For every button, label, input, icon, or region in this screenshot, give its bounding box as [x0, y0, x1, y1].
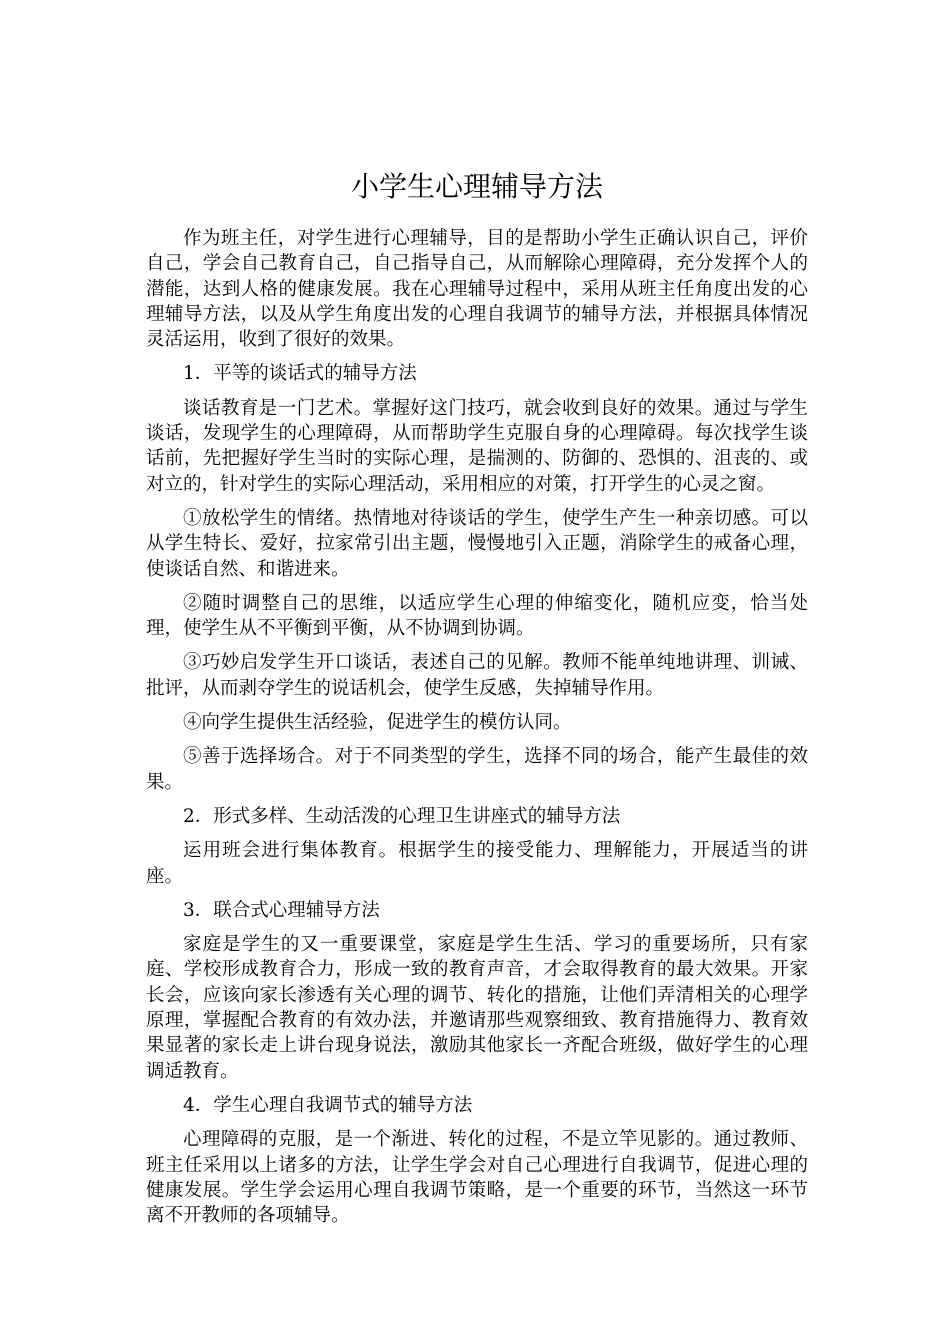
section-4-body: 心理障碍的克服，是一个渐进、转化的过程，不是立竿见影的。通过教师、班主任采用以上诸多的方法，让学生学会对自己心理进行自我调节，促进心理的健康发展。学生学会运用心理自我调节策略，是一个重要的环节，当然这一环节离不开教师的各项辅导。	[146, 1129, 808, 1227]
section-1-heading: 1．平等的谈话式的辅导方法	[183, 363, 417, 385]
section-1-point-5: ⑤善于选择场合。对于不同类型的学生，选择不同的场合，能产生最佳的效果。	[146, 746, 808, 793]
document-title: 小学生心理辅导方法	[350, 170, 603, 203]
document-page	[146, 170, 808, 1237]
section-1-point-4: ④向学生提供生活经验，促进学生的模仿认同。	[183, 712, 572, 734]
section-2-heading: 2．形式多样、生动活泼的心理卫生讲座式的辅导方法	[183, 805, 621, 827]
section-1-point-3: ③巧妙启发学生开口谈话，表述自己的见解。教师不能单纯地讲理、训诫、批评，从而剥夺学生的说话机会，使学生反感，失掉辅导作用。	[146, 652, 808, 699]
section-1-point-2: ②随时调整自己的思维，以适应学生心理的伸缩变化，随机应变，恰当处理，使学生从不平衡到平衡，从不协调到协调。	[146, 592, 808, 640]
section-3-body: 家庭是学生的又一重要课堂，家庭是学生生活、学习的重要场所，只有家庭、学校形成教育合力，形成一致的教育声音，才会取得教育的最大效果。开家长会，应该向家长渗透有关心理的调节、转化的措施，让他们弄清相关的心理学原理，掌握配合教育的有效办法，并邀请那些观察细致、教育措施得力、教育效果显著的家长走上讲台现身说法，激励其他家长一齐配合班级，做好学生的心理调适教育。	[146, 934, 808, 1082]
section-1-body: 谈话教育是一门艺术。掌握好这门技巧，就会收到良好的效果。通过与学生谈话，发现学生的心理障碍，从而帮助学生克服自身的心理障碍。每次找学生谈话前，先把握好学生当时的实际心理，是揣测的、防御的、恐惧的、沮丧的、或对立的，针对学生的实际心理活动，采用相应的对策，打开学生的心灵之窗。	[146, 397, 808, 495]
section-2-body: 运用班会进行集体教育。根据学生的接受能力、理解能力，开展适当的讲座。	[146, 840, 808, 887]
section-3-heading: 3．联合式心理辅导方法	[183, 899, 380, 921]
section-1-point-1: ①放松学生的情绪。热情地对待谈话的学生，使学生产生一种亲切感。可以从学生特长、爱好，拉家常引出主题，慢慢地引入正题，消除学生的戒备心理，使谈话自然、和谐进来。	[146, 507, 808, 580]
section-4-heading: 4．学生心理自我调节式的辅导方法	[183, 1094, 473, 1116]
intro-paragraph: 作为班主任，对学生进行心理辅导，目的是帮助小学生正确认识自己，评价自己，学会自己教育自己，自己指导自己，从而解除心理障碍，充分发挥个人的潜能，达到人格的健康发展。我在心理辅导过程中，采用从班主任角度出发的心理辅导方法，以及从学生角度出发的心理自我调节的辅导方法，并根据具体情况灵活运用，收到了很好的效果。	[146, 228, 808, 351]
